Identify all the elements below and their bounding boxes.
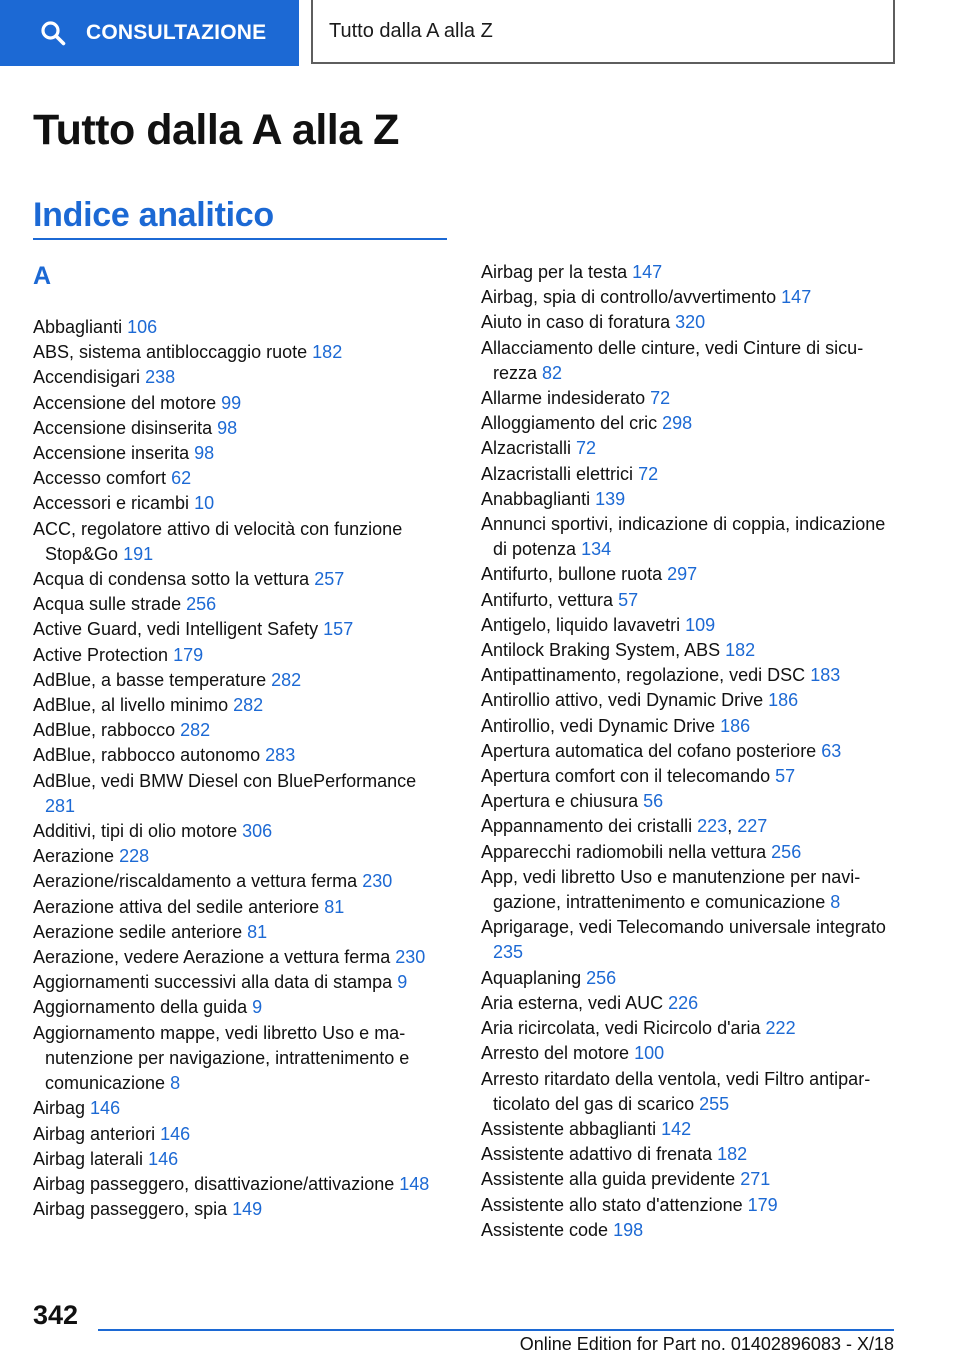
index-entry [33,491,443,516]
index-entry [33,769,443,819]
index-entry [33,819,443,844]
current-section-tab[interactable]: Tutto dalla A alla Z [311,0,895,64]
page-link[interactable]: 72 [576,438,597,459]
index-entry-text: Airbag anteriori [33,1123,156,1144]
index-entry [33,844,443,869]
page-link[interactable]: 182 [725,640,756,661]
index-entry-text: Aggiornamento mappe, vedi libretto Uso e manutenzione per navigazione, intrattenimento e comunicazione [33,1022,410,1094]
index-entry-text: Apertura comfort con il telecomando [481,766,771,787]
index-entry [481,260,901,285]
index-entry [33,617,443,642]
index-entry [481,310,901,335]
subtitle-underline [33,238,447,240]
page-link[interactable]: 230 [362,871,393,892]
index-entry-text: Airbag [33,1098,86,1119]
index-entry [33,567,443,592]
page-link[interactable]: 182 [717,1144,748,1165]
index-entry-text: Alloggiamento del cric [481,413,658,434]
page-link[interactable]: 186 [768,690,799,711]
page-link[interactable]: 147 [632,262,663,282]
index-entry-text: Aggiornamento della guida [33,997,248,1018]
index-entry-text: Airbag, spia di controllo/avvertimento [481,287,777,308]
index-entry-text: Active Protection [33,644,169,665]
page-link[interactable]: 146 [160,1123,191,1144]
index-entry-text: Alzacristalli elettrici [481,463,634,484]
index-entry-text: Apertura e chiusura [481,791,639,812]
index-entry [33,441,443,466]
index-entry [481,436,901,461]
page-link[interactable]: 62 [171,468,192,489]
page-link[interactable]: 81 [247,921,268,942]
index-entry-text: Airbag per la testa [481,262,628,282]
index-entry-text: Accensione del motore [33,392,217,413]
page-link[interactable]: 106 [127,317,158,337]
index-entry-text: Assistente allo stato d'attenzione [481,1194,743,1215]
page-link[interactable]: 256 [586,967,617,988]
section-subtitle: Indice analitico [33,196,274,234]
page-separator: , [727,816,733,837]
page-link[interactable]: 283 [265,745,296,766]
page-number: 342 [33,1300,79,1330]
index-entry-text: Active Guard, vedi Intelligent Safety [33,619,319,640]
index-entry [481,1016,901,1041]
index-entry-text: AdBlue, a basse temperature [33,669,267,690]
index-entry-text: Aria esterna, vedi AUC [481,992,664,1013]
index-entry-text: Antilock Braking System, ABS [481,640,721,661]
index-entry-text: Anabbaglianti [481,488,591,509]
index-entry-text: Assistente alla guida previdente [481,1169,736,1190]
index-entry-text: Aerazione attiva del sedile anteriore [33,896,320,917]
page-link[interactable]: 9 [397,972,408,993]
index-entry [33,693,443,718]
index-entry [481,487,901,512]
index-entry [33,970,443,995]
index-entry [481,865,901,915]
index-entry-text: Apertura automatica del cofano posteriore [481,740,817,761]
index-entry [481,613,901,638]
page-link[interactable]: 298 [662,413,693,434]
page-link[interactable]: 191 [123,543,154,564]
page-link[interactable]: 56 [643,791,664,812]
page-link[interactable]: 230 [395,947,426,968]
page-link[interactable]: 235 [493,942,524,963]
index-letter: A [33,262,52,290]
page-link[interactable]: 72 [650,388,671,409]
index-entry-text: Assistente code [481,1219,609,1240]
page-link[interactable]: 281 [45,795,76,816]
index-column-left [33,315,443,1222]
index-entry-text: Antirollio, vedi Dynamic Drive [481,715,716,736]
index-entry [481,739,901,764]
index-entry-text: Arresto ritardato della ventola, vedi Filtro antiparticolato del gas di scarico [481,1068,871,1114]
index-entry-text: Abbaglianti [33,317,123,337]
page-link[interactable]: 282 [271,669,302,690]
index-entry-text: Assistente adattivo di frenata [481,1144,713,1165]
index-entry [33,517,443,567]
page-link[interactable]: 157 [323,619,354,640]
index-entry-text: Annunci sportivi, indicazione di coppia, indicazione di potenza [481,514,886,560]
index-entry [481,386,901,411]
index-entry [33,718,443,743]
index-entry-text: Airbag passeggero, spia [33,1199,228,1220]
index-entry-text: AdBlue, vedi BMW Diesel con BluePerformance [33,770,417,791]
tab-consultazione-label: CONSULTAZIONE [86,21,267,44]
page-link[interactable]: 57 [618,589,639,610]
index-entry [481,512,901,562]
index-entry-text: ACC, regolatore attivo di velocità con funzione Stop&Go [33,518,403,564]
page-link[interactable]: 306 [242,821,273,842]
page-link[interactable]: 134 [581,539,612,560]
index-entry [481,688,901,713]
page-link[interactable]: 99 [221,392,242,413]
page-link[interactable]: 146 [90,1098,121,1119]
index-entry-text: Aria ricircolata, vedi Ricircolo d'aria [481,1018,761,1039]
page-link[interactable]: 147 [781,287,812,308]
page-link[interactable]: 198 [613,1219,644,1240]
index-entry [481,764,901,789]
index-entry-text: Apparecchi radiomobili nella vettura [481,841,767,862]
page-link[interactable]: 139 [595,488,626,509]
index-entry-text: Acqua sulle strade [33,594,182,615]
index-entry [33,945,443,970]
index-entry-text: Additivi, tipi di olio motore [33,821,238,842]
index-entry-text: Aquaplaning [481,967,582,988]
footer-edition: Online Edition for Part no. 01402896083 - X/18 [519,1334,894,1354]
page-link[interactable]: 228 [119,846,150,867]
index-entry [481,1117,901,1142]
index-entry [481,991,901,1016]
page-link[interactable]: 82 [542,362,563,383]
index-entry [33,895,443,920]
index-entry [481,1167,901,1192]
index-entry [481,285,901,310]
index-entry [481,562,901,587]
page-link[interactable]: 255 [699,1093,730,1114]
index-entry [33,1021,443,1097]
index-entry-text: AdBlue, al livello minimo [33,695,229,716]
index-entry-text: Aerazione, vedere Aerazione a vettura ferma [33,947,391,968]
page-link[interactable]: 149 [232,1199,263,1220]
page-link[interactable]: 179 [747,1194,778,1215]
page-link[interactable]: 271 [740,1169,771,1190]
index-entry-text: Allacciamento delle cinture, vedi Cinture di sicurezza [481,337,864,383]
index-entry [33,743,443,768]
tab-consultazione[interactable] [0,0,299,66]
index-entry [33,1197,443,1222]
index-entry [481,462,901,487]
index-entry-text: Accensione disinserita [33,417,213,438]
page-link[interactable]: 109 [685,614,716,635]
index-entry [481,1067,901,1117]
index-entry [481,1218,901,1243]
page-link[interactable]: 9 [252,997,263,1018]
index-entry [481,1041,901,1066]
page-link[interactable]: 72 [638,463,659,484]
page-link[interactable]: 63 [821,740,842,761]
index-entry [481,840,901,865]
index-entry [33,995,443,1020]
page-link[interactable]: 100 [634,1043,665,1064]
index-entry-text: ABS, sistema antibloccaggio ruote [33,342,308,363]
index-entry-text: Appannamento dei cristalli [481,816,693,837]
index-entry-text: Aerazione [33,846,115,867]
page-link[interactable]: 226 [668,992,699,1013]
index-entry-text: Accensione inserita [33,443,190,464]
page-link[interactable]: 186 [720,715,751,736]
index-entry-text: Accesso comfort [33,468,167,489]
page-link[interactable]: 10 [194,493,215,514]
page-link[interactable]: 256 [771,841,802,862]
index-entry-text: Aggiornamenti successivi alla data di stampa [33,972,393,993]
index-entry [33,365,443,390]
index-entry-text: Alzacristalli [481,438,572,459]
index-entry-text: Allarme indesiderato [481,388,646,409]
index-entry [481,663,901,688]
index-entry [33,1096,443,1121]
page-title: Tutto dalla A alla Z [33,106,399,154]
index-entry-text: Accessori e ricambi [33,493,190,514]
page-link[interactable]: 148 [399,1173,430,1194]
page-link[interactable]: 222 [765,1018,796,1039]
index-entry [33,592,443,617]
index-entry [481,336,901,386]
index-entry [33,416,443,441]
index-entry-text: Arresto del motore [481,1043,630,1064]
index-entry-text: Acqua di condensa sotto la vettura [33,569,310,590]
index-entry-text: Antipattinamento, regolazione, vedi DSC [481,665,806,686]
page-link[interactable]: 142 [661,1118,692,1139]
index-entry [481,915,901,965]
index-entry [481,814,901,839]
page-link[interactable]: 227 [737,816,768,837]
index-entry-text: Aerazione sedile anteriore [33,921,243,942]
page-link[interactable]: 182 [312,342,343,363]
index-entry-text: Aiuto in caso di foratura [481,312,671,333]
index-entry [481,1142,901,1167]
page-link[interactable]: 98 [194,443,215,464]
page-link[interactable]: 8 [170,1073,181,1094]
index-entry-text: App, vedi libretto Uso e manutenzione per navigazione, intrattenimento e comunicazione [481,866,861,913]
index-entry [481,638,901,663]
search-icon [40,20,66,46]
page-link[interactable]: 8 [830,892,841,913]
page-link[interactable]: 256 [186,594,217,615]
index-entry [33,340,443,365]
page-link[interactable]: 81 [324,896,345,917]
index-entry-text: Antifurto, vettura [481,589,614,610]
index-entry [33,315,443,340]
page-link[interactable]: 183 [810,665,841,686]
page-link[interactable]: 98 [217,417,238,438]
page-link[interactable]: 238 [145,367,176,388]
page-link[interactable]: 146 [148,1148,179,1169]
page-link[interactable]: 179 [173,644,204,665]
index-entry-text: Assistente abbaglianti [481,1118,657,1139]
index-entry [33,668,443,693]
page-link[interactable]: 320 [675,312,706,333]
index-entry [33,643,443,668]
index-entry-text: Antirollio attivo, vedi Dynamic Drive [481,690,764,711]
index-entry [33,920,443,945]
index-entry-text: Accendisigari [33,367,141,388]
page-link[interactable]: 282 [180,720,211,741]
index-entry [481,714,901,739]
index-entry [33,391,443,416]
index-entry-text: Airbag laterali [33,1148,144,1169]
page-link[interactable]: 297 [667,564,698,585]
index-column-right [481,260,901,1243]
top-navigation-bar [0,0,960,66]
index-entry [33,466,443,491]
index-entry [481,588,901,613]
index-entry [33,1122,443,1147]
index-entry-text: Airbag passeggero, disattivazione/attivazione [33,1173,395,1194]
page-link[interactable]: 223 [697,816,728,837]
index-entry [481,966,901,991]
index-entry [33,869,443,894]
footer-divider [98,1329,894,1331]
index-entry-text: Antifurto, bullone ruota [481,564,663,585]
index-entry [481,1193,901,1218]
page-link[interactable]: 282 [233,695,264,716]
index-entry [481,789,901,814]
index-entry [33,1147,443,1172]
index-entry-text: Aprigarage, vedi Telecomando universale integrato [481,917,886,938]
index-entry-text: AdBlue, rabbocco autonomo [33,745,261,766]
page-link[interactable]: 257 [314,569,345,590]
index-entry [33,1172,443,1197]
index-entry-text: AdBlue, rabbocco [33,720,176,741]
index-entry-text: Antigelo, liquido lavavetri [481,614,681,635]
index-entry [481,411,901,436]
index-entry-text: Aerazione/riscaldamento a vettura ferma [33,871,358,892]
page-link[interactable]: 57 [775,766,796,787]
